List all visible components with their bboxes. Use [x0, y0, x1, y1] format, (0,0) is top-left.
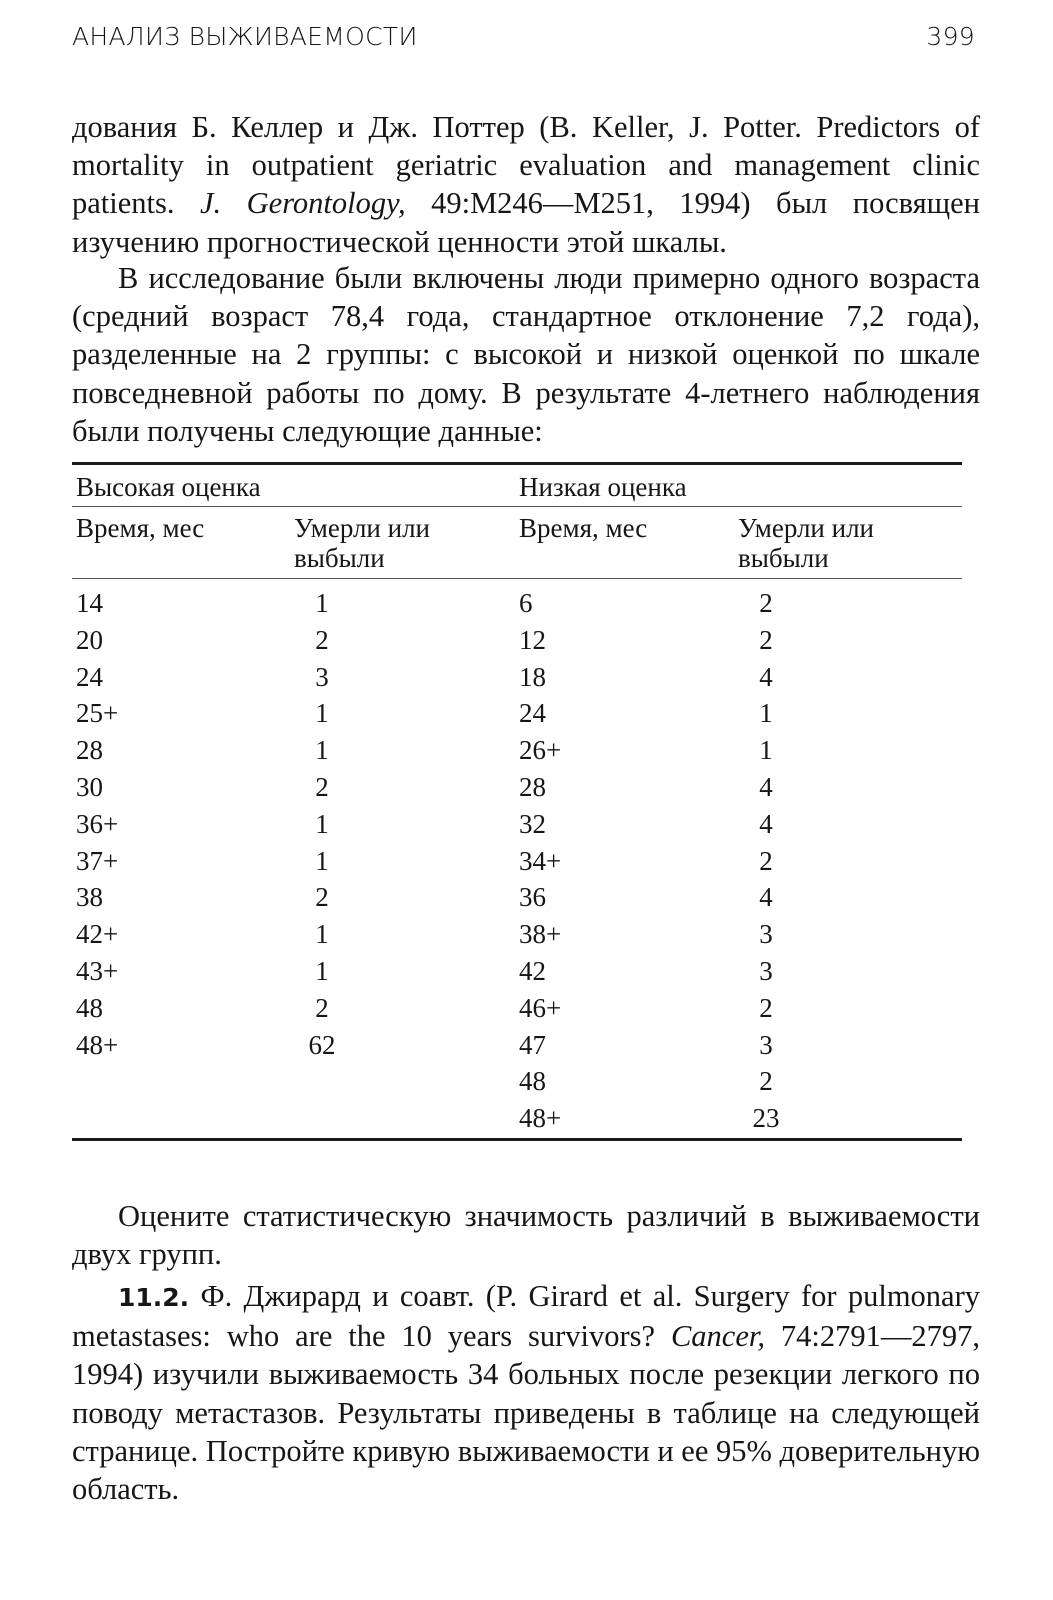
- cell-deaths-high: 1: [315, 919, 329, 950]
- cell-time-high: 24: [76, 661, 103, 692]
- group-header-low: Низкая оценка: [519, 472, 687, 502]
- cell-time-high: 25+: [76, 698, 119, 729]
- table-row: [72, 956, 962, 993]
- cell-deaths-high: 1: [315, 698, 329, 729]
- cell-deaths-high: 1: [315, 808, 329, 839]
- table-row: [72, 625, 962, 662]
- column-header-deaths-high: Умерли или выбыли: [294, 513, 431, 573]
- table-row: [72, 1030, 962, 1067]
- table-row: [72, 698, 962, 735]
- table-row: [72, 735, 962, 772]
- exercise-number: 11.2.: [118, 1283, 190, 1312]
- group-header-high: Высокая оценка: [76, 472, 261, 502]
- cell-deaths-low: 3: [759, 919, 773, 950]
- cell-time-low: 32: [519, 808, 546, 839]
- cell-time-low: 42: [519, 955, 546, 986]
- cell-deaths-high: 2: [315, 882, 329, 913]
- cell-deaths-low: 4: [759, 661, 773, 692]
- cell-time-low: 36: [519, 882, 546, 913]
- cell-deaths-high: 1: [315, 955, 329, 986]
- paragraph-study-design: В исследование были включены люди примерно одного возраста (средний возраст 78,4 года, стандартное отклонение 7,2 года), разделенные на 2 группы: с высокой и низкой оценкой по шкале повседневной работы по дому. В результате 4-летнего наблюдения были получены следующие данные:: [72, 261, 980, 448]
- table-top-rule: [72, 462, 962, 465]
- table-row: [72, 772, 962, 809]
- cell-deaths-low: 3: [759, 955, 773, 986]
- table-row: [72, 846, 962, 883]
- cell-time-high: 20: [76, 624, 103, 655]
- journal-name-cancer: Cancer,: [670, 1319, 766, 1354]
- cell-time-high: 36+: [76, 808, 119, 839]
- table-bottom-rule: [72, 1138, 962, 1141]
- cell-time-high: 48+: [76, 1029, 119, 1060]
- exercise-11-2: [72, 1277, 980, 1508]
- cell-time-high: 30: [76, 771, 103, 802]
- chapter-title: АНАЛИЗ ВЫЖИВАЕМОСТИ: [72, 22, 418, 51]
- cell-time-low: 28: [519, 771, 546, 802]
- cell-deaths-low: 2: [759, 588, 773, 618]
- cell-deaths-low: 1: [759, 698, 773, 729]
- cell-time-low: 48: [519, 1066, 546, 1097]
- paragraph-task: Оцените статистическую значимость различий в выживаемости двух групп.: [72, 1199, 980, 1272]
- table-row: [72, 993, 962, 1030]
- table-body: [72, 588, 962, 1140]
- cell-time-low: 48+: [519, 1103, 562, 1134]
- cell-time-low: 38+: [519, 919, 562, 950]
- cell-time-low: 34+: [519, 845, 562, 876]
- cell-deaths-low: 4: [759, 808, 773, 839]
- cell-deaths-high: 2: [315, 992, 329, 1023]
- cell-time-high: 43+: [76, 955, 119, 986]
- cell-time-high: 37+: [76, 845, 119, 876]
- cell-deaths-high: 2: [315, 771, 329, 802]
- cell-time-low: 18: [519, 661, 546, 692]
- group-header-rule: [72, 506, 962, 507]
- cell-time-high: 28: [76, 735, 103, 766]
- cell-deaths-high: 1: [315, 588, 329, 618]
- page-number: 399: [926, 22, 975, 51]
- cell-time-low: 6: [519, 588, 533, 618]
- cell-time-high: 42+: [76, 919, 119, 950]
- table-row: [72, 588, 962, 625]
- cell-deaths-low: 2: [759, 992, 773, 1023]
- cell-time-high: 14: [76, 588, 103, 618]
- cell-time-low: 24: [519, 698, 546, 729]
- cell-time-low: 47: [519, 1029, 546, 1060]
- journal-name: J. Gerontology,: [199, 186, 406, 221]
- cell-deaths-low: 2: [759, 845, 773, 876]
- cell-deaths-low: 3: [759, 1029, 773, 1060]
- cell-deaths-low: 1: [759, 735, 773, 766]
- cell-deaths-low: 23: [752, 1103, 780, 1134]
- paragraph-study-reference: [72, 108, 980, 261]
- table-row: [72, 1066, 962, 1103]
- running-header: [72, 22, 975, 62]
- paragraph1-text-start: дования Б. Келлер и Дж. Поттер (B. Keller, J. Potter. Predictors of mortality in outpatient geriatric evaluation and management clinic patients.: [72, 110, 980, 221]
- table-row: [72, 662, 962, 699]
- cell-deaths-high: 2: [315, 624, 329, 655]
- column-header-time-high: Время, мес: [76, 513, 205, 543]
- cell-deaths-low: 4: [759, 882, 773, 913]
- cell-time-high: 38: [76, 882, 103, 913]
- cell-deaths-low: 4: [759, 771, 773, 802]
- column-header-rule: [72, 578, 962, 579]
- column-header-deaths-low: Умерли или выбыли: [738, 513, 875, 573]
- cell-deaths-high: 3: [315, 661, 329, 692]
- cell-time-high: 48: [76, 992, 103, 1023]
- exercise-text-start: Ф. Джирард и соавт. (P. Girard et al. Surgery for pulmonary metastases: who are the 10 years survivors?: [72, 1279, 980, 1354]
- table-row: [72, 1103, 962, 1140]
- cell-time-low: 26+: [519, 735, 562, 766]
- cell-deaths-low: 2: [759, 624, 773, 655]
- cell-deaths-high: 1: [315, 845, 329, 876]
- cell-deaths-low: 2: [759, 1066, 773, 1097]
- cell-deaths-high: 62: [308, 1029, 336, 1060]
- table-row: [72, 919, 962, 956]
- cell-time-low: 12: [519, 624, 546, 655]
- table-row: [72, 809, 962, 846]
- column-header-time-low: Время, мес: [519, 513, 648, 543]
- survival-data-table: [72, 462, 962, 1142]
- cell-time-low: 46+: [519, 992, 562, 1023]
- exercise-text-end: 74:2791—2797, 1994) изучили выживаемость 34 больных после резекции легкого по поводу метастазов. Результаты приведены в таблице на следующей странице. Постройте кривую выживаемости и ее 95% доверительную область.: [72, 1319, 980, 1507]
- cell-deaths-high: 1: [315, 735, 329, 766]
- paragraph1-text-end: 49:M246—M251, 1994) был посвящен изучению прогностической ценности этой шкалы.: [72, 186, 981, 259]
- table-row: [72, 882, 962, 919]
